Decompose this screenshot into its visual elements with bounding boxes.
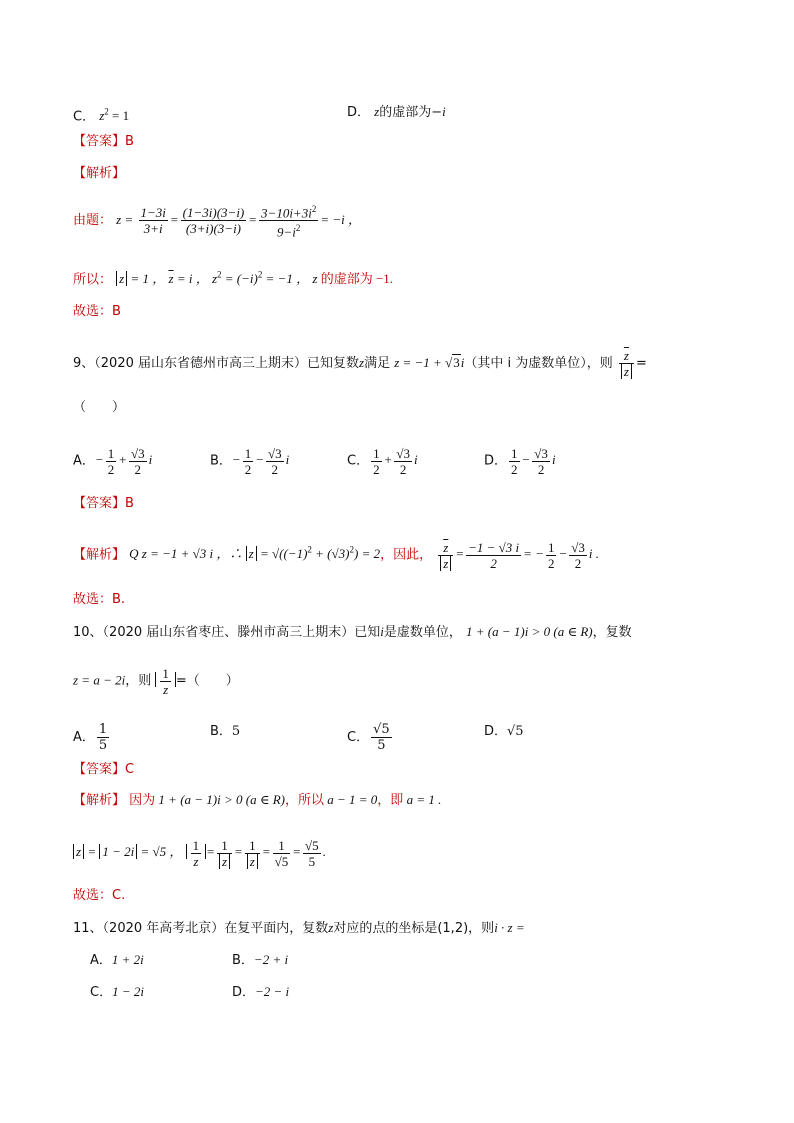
answer-tag: 【答案】 <box>73 496 126 511</box>
step2-prefix: 所以： <box>73 272 113 288</box>
q10-option-d: D．√5 <box>484 724 524 739</box>
q10-answer <box>73 760 134 780</box>
q8-step1 <box>73 202 361 240</box>
q10-analysis: 【解析】 因为 1 + (a − 1)i > 0 (a ∈ R)，所以 a − 1 = 0，即 a = 1 . <box>73 792 442 808</box>
q8-answer <box>73 132 134 152</box>
q9-stem: 9、（2020 届山东省德州市高三上期末）已知复数z满足 z = −1 + √3i（其中 i 为虚数单位），则 $\frac{\overline{z}}{z}$ = <box>73 348 647 379</box>
answer-tag: 【答案】 <box>73 762 126 777</box>
q11-option-a: A．1 + 2i <box>90 952 144 968</box>
q10-stem-2: z = a − 2i，则 $\frac{1}{z}$ =（ ） <box>73 666 239 697</box>
q10-option-b: B．5 <box>210 724 241 739</box>
step2-math: z = 1 ， $\overline{z} = i$ ， $z^2 = (-i)^2 = -1$ ， z 的虚部为 −1. <box>116 271 393 286</box>
q10-option-a: A． $\frac{1}{5}$ <box>73 722 108 753</box>
q8-option-c <box>73 102 129 127</box>
q8-step2 <box>73 265 393 290</box>
q10-option-c: C． $\frac{√5}{5}$ <box>347 722 390 753</box>
q8-option-d: D． z的虚部为−i <box>347 104 446 120</box>
q9-answer <box>73 494 134 514</box>
q11-stem: 11、（2020 年高考北京）在复平面内，复数z对应的点的坐标是(1,2)，则i · z = <box>73 920 525 936</box>
step1-math: z = $\frac{1-3i}{3+i}$ = $\frac{(1-3i)(3-i)}{(3+i)(3-i)}$ = $\frac{3-10i+3i^2}{9-i^2}$ = −i ， <box>116 204 361 240</box>
q10-choice: 故选：C. <box>73 888 126 903</box>
step1-prefix: 由题： <box>73 212 113 228</box>
q11-option-c: C．1 − 2i <box>90 984 144 1000</box>
q10-stem: 10、（2020 届山东省枣庄、滕州市高三上期末）已知i是虚数单位， 1 + (a − 1)i > 0 (a ∈ R)，复数 <box>73 624 632 640</box>
q8-option-c-math: $z^2 = 1$ <box>99 107 130 124</box>
q9-analysis-tag: 【解析】 <box>73 547 126 563</box>
q9-choice: 故选：B. <box>73 592 126 607</box>
q10-analysis-2: z = 1 − 2i = √5 ， $\frac{1}{z}$ = $\frac{1}{z}$ = $\frac{1}{z}$ = $\frac{1}{√5}$ = $\frac{√5}{5}$ . <box>73 838 326 869</box>
q11-option-b: B．−2 + i <box>232 952 289 968</box>
q9-option-c: C． $\frac{1}{2}$ + $\frac{√3}{2}$ i <box>347 446 418 477</box>
answer-value: C <box>125 762 135 777</box>
q8-option-c-label: C． <box>73 109 96 125</box>
q9-blank: （ ） <box>73 400 126 415</box>
q8-analysis-tag: 【解析】 <box>73 166 126 181</box>
q8-choice: 故选：B <box>73 304 121 319</box>
answer-value: B <box>125 134 134 149</box>
q10-analysis-tag: 【解析】 <box>73 793 126 808</box>
q9-analysis: 【解析】 Q z = −1 + √3 i ，∴ $z = √((-1)^2 + (√3)^2) = 2$，因此， $\frac{\overline{z}}{z}$ = $\frac{-1 - √3 i}{2}$ = − $\frac{1}{2}$ − $\frac{√3}{2}$ i . <box>73 540 599 571</box>
answer-value: B <box>125 496 134 511</box>
answer-tag: 【答案】 <box>73 134 126 149</box>
q9-option-b: B．− $\frac{1}{2}$ − $\frac{√3}{2}$ i <box>210 446 290 477</box>
q11-option-d: D．−2 − i <box>232 984 290 1000</box>
q9-option-a: A．− $\frac{1}{2}$ + $\frac{√3}{2}$ i <box>73 446 153 477</box>
q8-option-d-label: D． <box>347 105 371 120</box>
q9-option-d: D． $\frac{1}{2}$ − $\frac{√3}{2}$ i <box>484 446 556 477</box>
